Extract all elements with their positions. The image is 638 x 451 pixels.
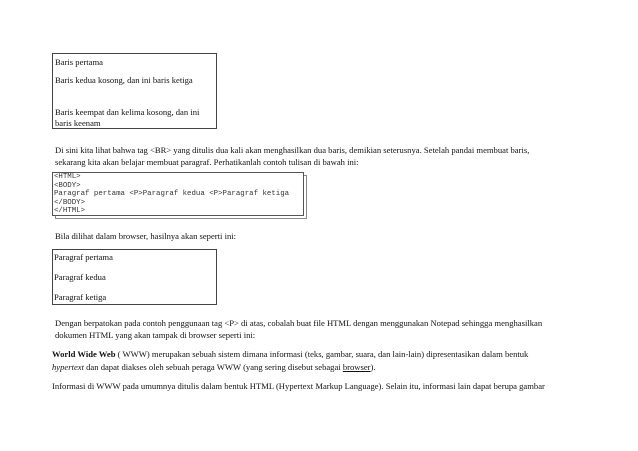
paragraph-output-line-3: Paragraf ketiga — [54, 292, 107, 302]
paragraph-output-line-1: Paragraf pertama — [54, 252, 113, 262]
output-line-2: Baris kedua kosong, dan ini baris ketiga — [55, 75, 193, 85]
code-line-3: Paragraf pertama <P>Paragraf kedua <P>Paragraf ketiga — [54, 190, 290, 199]
browser-underlined-term: browser — [342, 362, 371, 372]
paragraph-browser-result: Bila dilihat dalam browser, hasilnya akan seperti ini: — [55, 231, 237, 241]
paragraph-exercise-line-2: dokumen HTML yang akan tampak di browser seperti ini: — [55, 330, 256, 340]
www-bold-term: World Wide Web — [52, 349, 116, 359]
code-line-4: </BODY> — [54, 198, 86, 207]
code-line-1: <HTML> — [54, 173, 81, 181]
paragraph-www-line-1 — [52, 349, 528, 359]
paragraph-output-line-2: Paragraf kedua — [54, 272, 106, 282]
paragraph-www-line-2 — [52, 362, 376, 372]
paragraph-www-info: Informasi di WWW pada umumnya ditulis dalam bentuk HTML (Hypertext Markup Language). Selain itu, informasi lain dapat berupa gambar — [52, 381, 545, 391]
output-line-1: Baris pertama — [55, 57, 103, 67]
code-line-2: <BODY> — [54, 181, 81, 190]
www-end: ). — [370, 362, 376, 372]
paragraph-exercise-line-1: Dengan berpatokan pada contoh penggunaan tag <P> di atas, cobalah buat file HTML dengan menggunakan Notepad sehingga menghasilkan — [55, 318, 543, 328]
hypertext-italic-term: hypertext — [52, 362, 84, 372]
code-line-5: </HTML> — [54, 207, 86, 216]
www-description: ( WWW) merupakan sebuah sistem dimana informasi (teks, gambar, suara, dan lain-lain) dipresentasikan dalam bentuk — [115, 349, 529, 359]
paragraph-br-explanation-line-2: sekarang kita akan belajar membuat paragraf. Perhatikanlah contoh tulisan di bawah ini: — [55, 157, 359, 167]
output-line-3: Baris keempat dan kelima kosong, dan ini — [55, 107, 200, 117]
paragraph-br-explanation-line-1: Di sini kita lihat bahwa tag <BR> yang ditulis dua kali akan menghasilkan dua baris, demikian seterusnya. Setelah pandai membuat baris, — [55, 145, 530, 155]
output-line-4: baris keenam — [55, 118, 101, 128]
www-description-cont: dan dapat diakses oleh sebuah peraga WWW (yang sering disebut sebagai — [83, 362, 343, 372]
